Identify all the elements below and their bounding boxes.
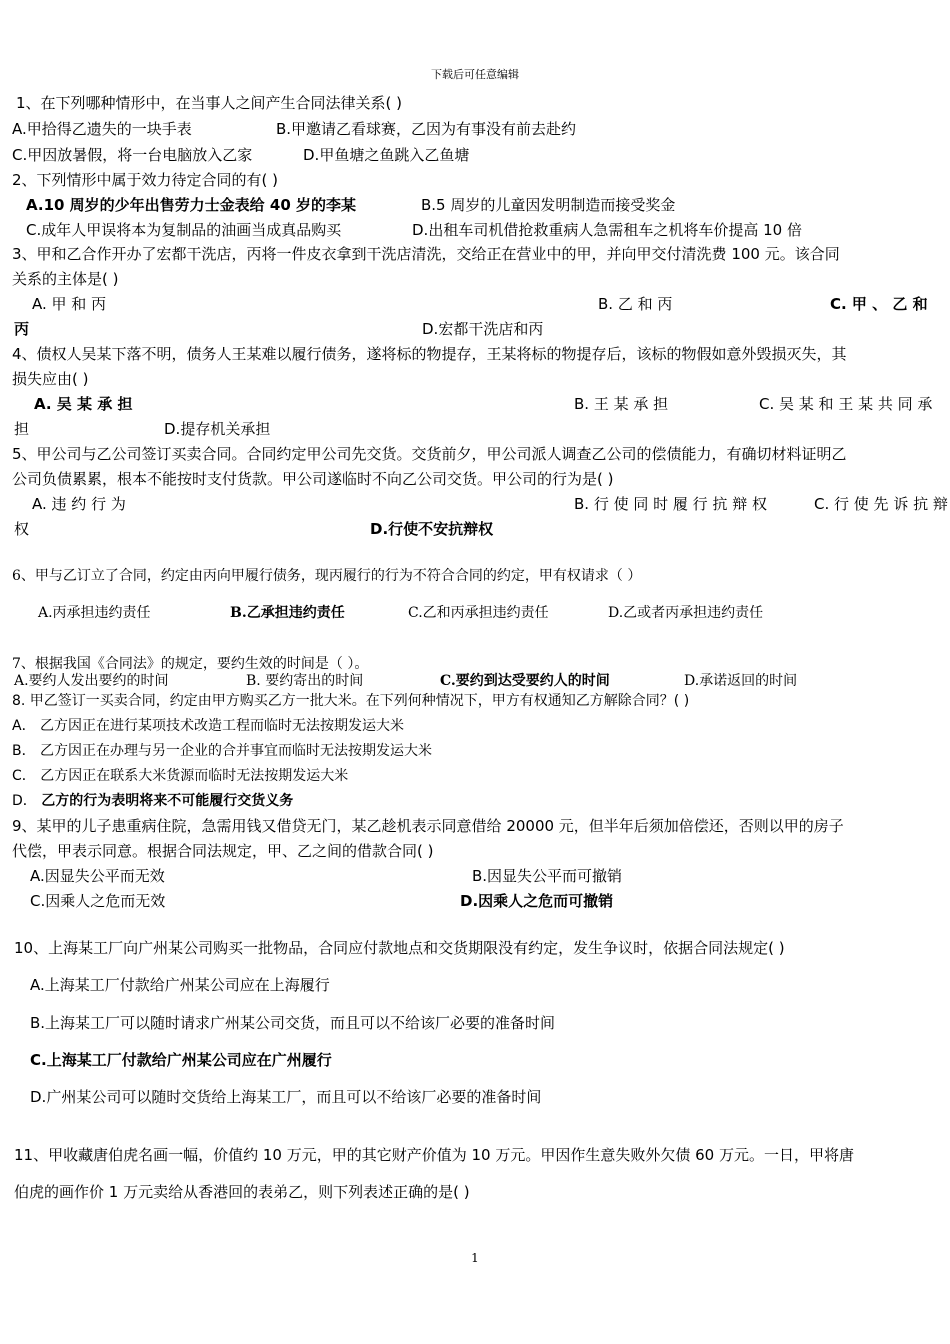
q4-option-b: B. 王 某 承 担 (574, 395, 669, 413)
q2-option-a: A.10 周岁的少年出售劳力士金表给 40 岁的李某 (26, 196, 357, 214)
q5-option-a: A. 违 约 行 为 (32, 495, 126, 513)
question-1-stem: 1、在下列哪种情形中，在当事人之间产生合同法律关系( ) (16, 94, 403, 112)
q10-option-b: B.上海某工厂可以随时请求广州某公司交货，而且可以不给该厂必要的准备时间 (30, 1014, 556, 1032)
question-4-stem-line1: 4、债权人吴某下落不明，债务人王某难以履行债务，遂将标的物提存，王某将标的物提存后，该标的物假如意外毁损灭失，其 (12, 345, 847, 363)
question-2-stem: 2、下列情形中属于效力待定合同的有( ) (12, 171, 279, 189)
q5-option-b: B. 行 使 同 时 履 行 抗 辩 权 (574, 495, 767, 513)
question-9-stem-line1: 9、某甲的儿子患重病住院，急需用钱又借贷无门，某乙趁机表示同意借给 20000 元，但半年后须加倍偿还，否则以甲的房子 (12, 817, 844, 835)
q10-option-c: C.上海某工厂付款给广州某公司应在广州履行 (30, 1051, 332, 1069)
q5-option-c: C. 行 使 先 诉 抗 辩 (814, 495, 948, 513)
q3-option-d: D.宏都干洗店和丙 (422, 320, 544, 338)
q9-option-a: A.因显失公平而无效 (30, 867, 165, 885)
question-8-stem: 8. 甲乙签订一买卖合同，约定由甲方购买乙方一批大米。在下列何种情况下，甲方有权通知乙方解除合同？( ) (12, 693, 690, 709)
q8-option-d: 乙方的行为表明将来不可能履行交货义务 (41, 793, 294, 809)
q6-option-a: A.丙承担违约责任 (38, 605, 151, 621)
q6-option-c: C.乙和丙承担违约责任 (408, 605, 549, 621)
q4-option-d: D.提存机关承担 (164, 420, 271, 438)
q8-option-b: B． 乙方因正在办理与另一企业的合并事宜而临时无法按期发运大米 (12, 743, 433, 759)
question-3-stem-line1: 3、甲和乙合作开办了宏都干洗店，丙将一件皮衣拿到干洗店清洗，交给正在营业中的甲，并向甲交付清洗费 100 元。该合同 (12, 245, 840, 263)
q9-option-d: D.因乘人之危而可撤销 (460, 892, 614, 910)
q7-option-a: A.要约人发出要约的时间 (14, 673, 169, 689)
question-5-stem-line1: 5、甲公司与乙公司签订买卖合同。合同约定甲公司先交货。交货前夕，甲公司派人调查乙公司的偿债能力，有确切材料证明乙 (12, 445, 847, 463)
q4-option-a: A. 吴 某 承 担 (34, 395, 133, 413)
question-4-stem-line2: 损失应由( ) (12, 370, 89, 388)
q1-option-a: A.甲拾得乙遗失的一块手表 (12, 120, 192, 138)
q2-option-b: B.5 周岁的儿童因发明制造而接受奖金 (421, 196, 676, 214)
q2-option-c: C.成年人甲误将本为复制品的油画当成真品购买 (26, 221, 342, 239)
question-9-stem-line2: 代偿，甲表示同意。根据合同法规定，甲、乙之间的借款合同( ) (12, 842, 434, 860)
q7-option-c: C.要约到达受要约人的时间 (440, 673, 610, 689)
question-11-stem-line2: 伯虎的画作价 1 万元卖给从香港回的表弟乙，则下列表述正确的是( ) (14, 1183, 470, 1201)
q9-option-b: B.因显失公平而可撤销 (472, 867, 623, 885)
q3-option-a: A. 甲 和 丙 (32, 295, 107, 313)
q10-option-a: A.上海某工厂付款给广州某公司应在上海履行 (30, 976, 330, 994)
page-header: 下载后可任意编辑 (431, 68, 519, 81)
q4-option-c-cont: 担 (14, 420, 30, 438)
q10-option-d: D.广州某公司可以随时交货给上海某工厂，而且可以不给该厂必要的准备时间 (30, 1088, 542, 1106)
q1-option-c: C.甲因放暑假，将一台电脑放入乙家 (12, 146, 253, 164)
question-10-stem: 10、上海某工厂向广州某公司购买一批物品，合同应付款地点和交货期限没有约定，发生争议时，依据合同法规定( ) (14, 939, 785, 957)
question-5-stem-line2: 公司负债累累，根本不能按时支付货款。甲公司遂临时不向乙公司交货。甲公司的行为是( ) (12, 470, 614, 488)
q8-option-a: A． 乙方因正在进行某项技术改造工程而临时无法按期发运大米 (12, 718, 405, 734)
page-number: 1 (471, 1251, 479, 1265)
question-7-stem: 7、根据我国《合同法》的规定，要约生效的时间是（ ）。 (12, 656, 369, 672)
q4-option-c: C. 吴 某 和 王 某 共 同 承 (759, 395, 933, 413)
q5-option-c-cont: 权 (14, 520, 30, 538)
q1-option-b: B.甲邀请乙看球赛，乙因为有事没有前去赴约 (276, 120, 577, 138)
q7-option-d: D.承诺返回的时间 (684, 673, 798, 689)
question-3-stem-line2: 关系的主体是( ) (12, 270, 119, 288)
q5-option-d: D.行使不安抗辩权 (370, 520, 494, 538)
q7-option-b: B. 要约寄出的时间 (246, 673, 364, 689)
q8-option-d-line (12, 791, 293, 811)
q3-option-c: C. 甲 、 乙 和 (830, 295, 928, 313)
q1-option-d: D.甲鱼塘之鱼跳入乙鱼塘 (303, 146, 470, 164)
q6-option-d: D.乙或者丙承担违约责任 (608, 605, 764, 621)
question-11-stem-line1: 11、甲收藏唐伯虎名画一幅，价值约 10 万元，甲的其它财产价值为 10 万元。甲因作生意失败外欠债 60 万元。一日，甲将唐 (14, 1146, 854, 1164)
q6-option-b: B.乙承担违约责任 (230, 605, 345, 621)
q3-option-c-cont: 丙 (14, 320, 30, 338)
q8-option-c: C． 乙方因正在联系大米货源而临时无法按期发运大米 (12, 768, 349, 784)
question-6-stem: 6、甲与乙订立了合同，约定由丙向甲履行债务，现丙履行的行为不符合合同的约定，甲有权请求（ ） (12, 568, 642, 584)
q9-option-c: C.因乘人之危而无效 (30, 892, 166, 910)
q8-option-d-prefix: D． (12, 793, 42, 809)
q2-option-d: D.出租车司机借抢救重病人急需租车之机将车价提高 10 倍 (412, 221, 802, 239)
q3-option-b: B. 乙 和 丙 (598, 295, 673, 313)
